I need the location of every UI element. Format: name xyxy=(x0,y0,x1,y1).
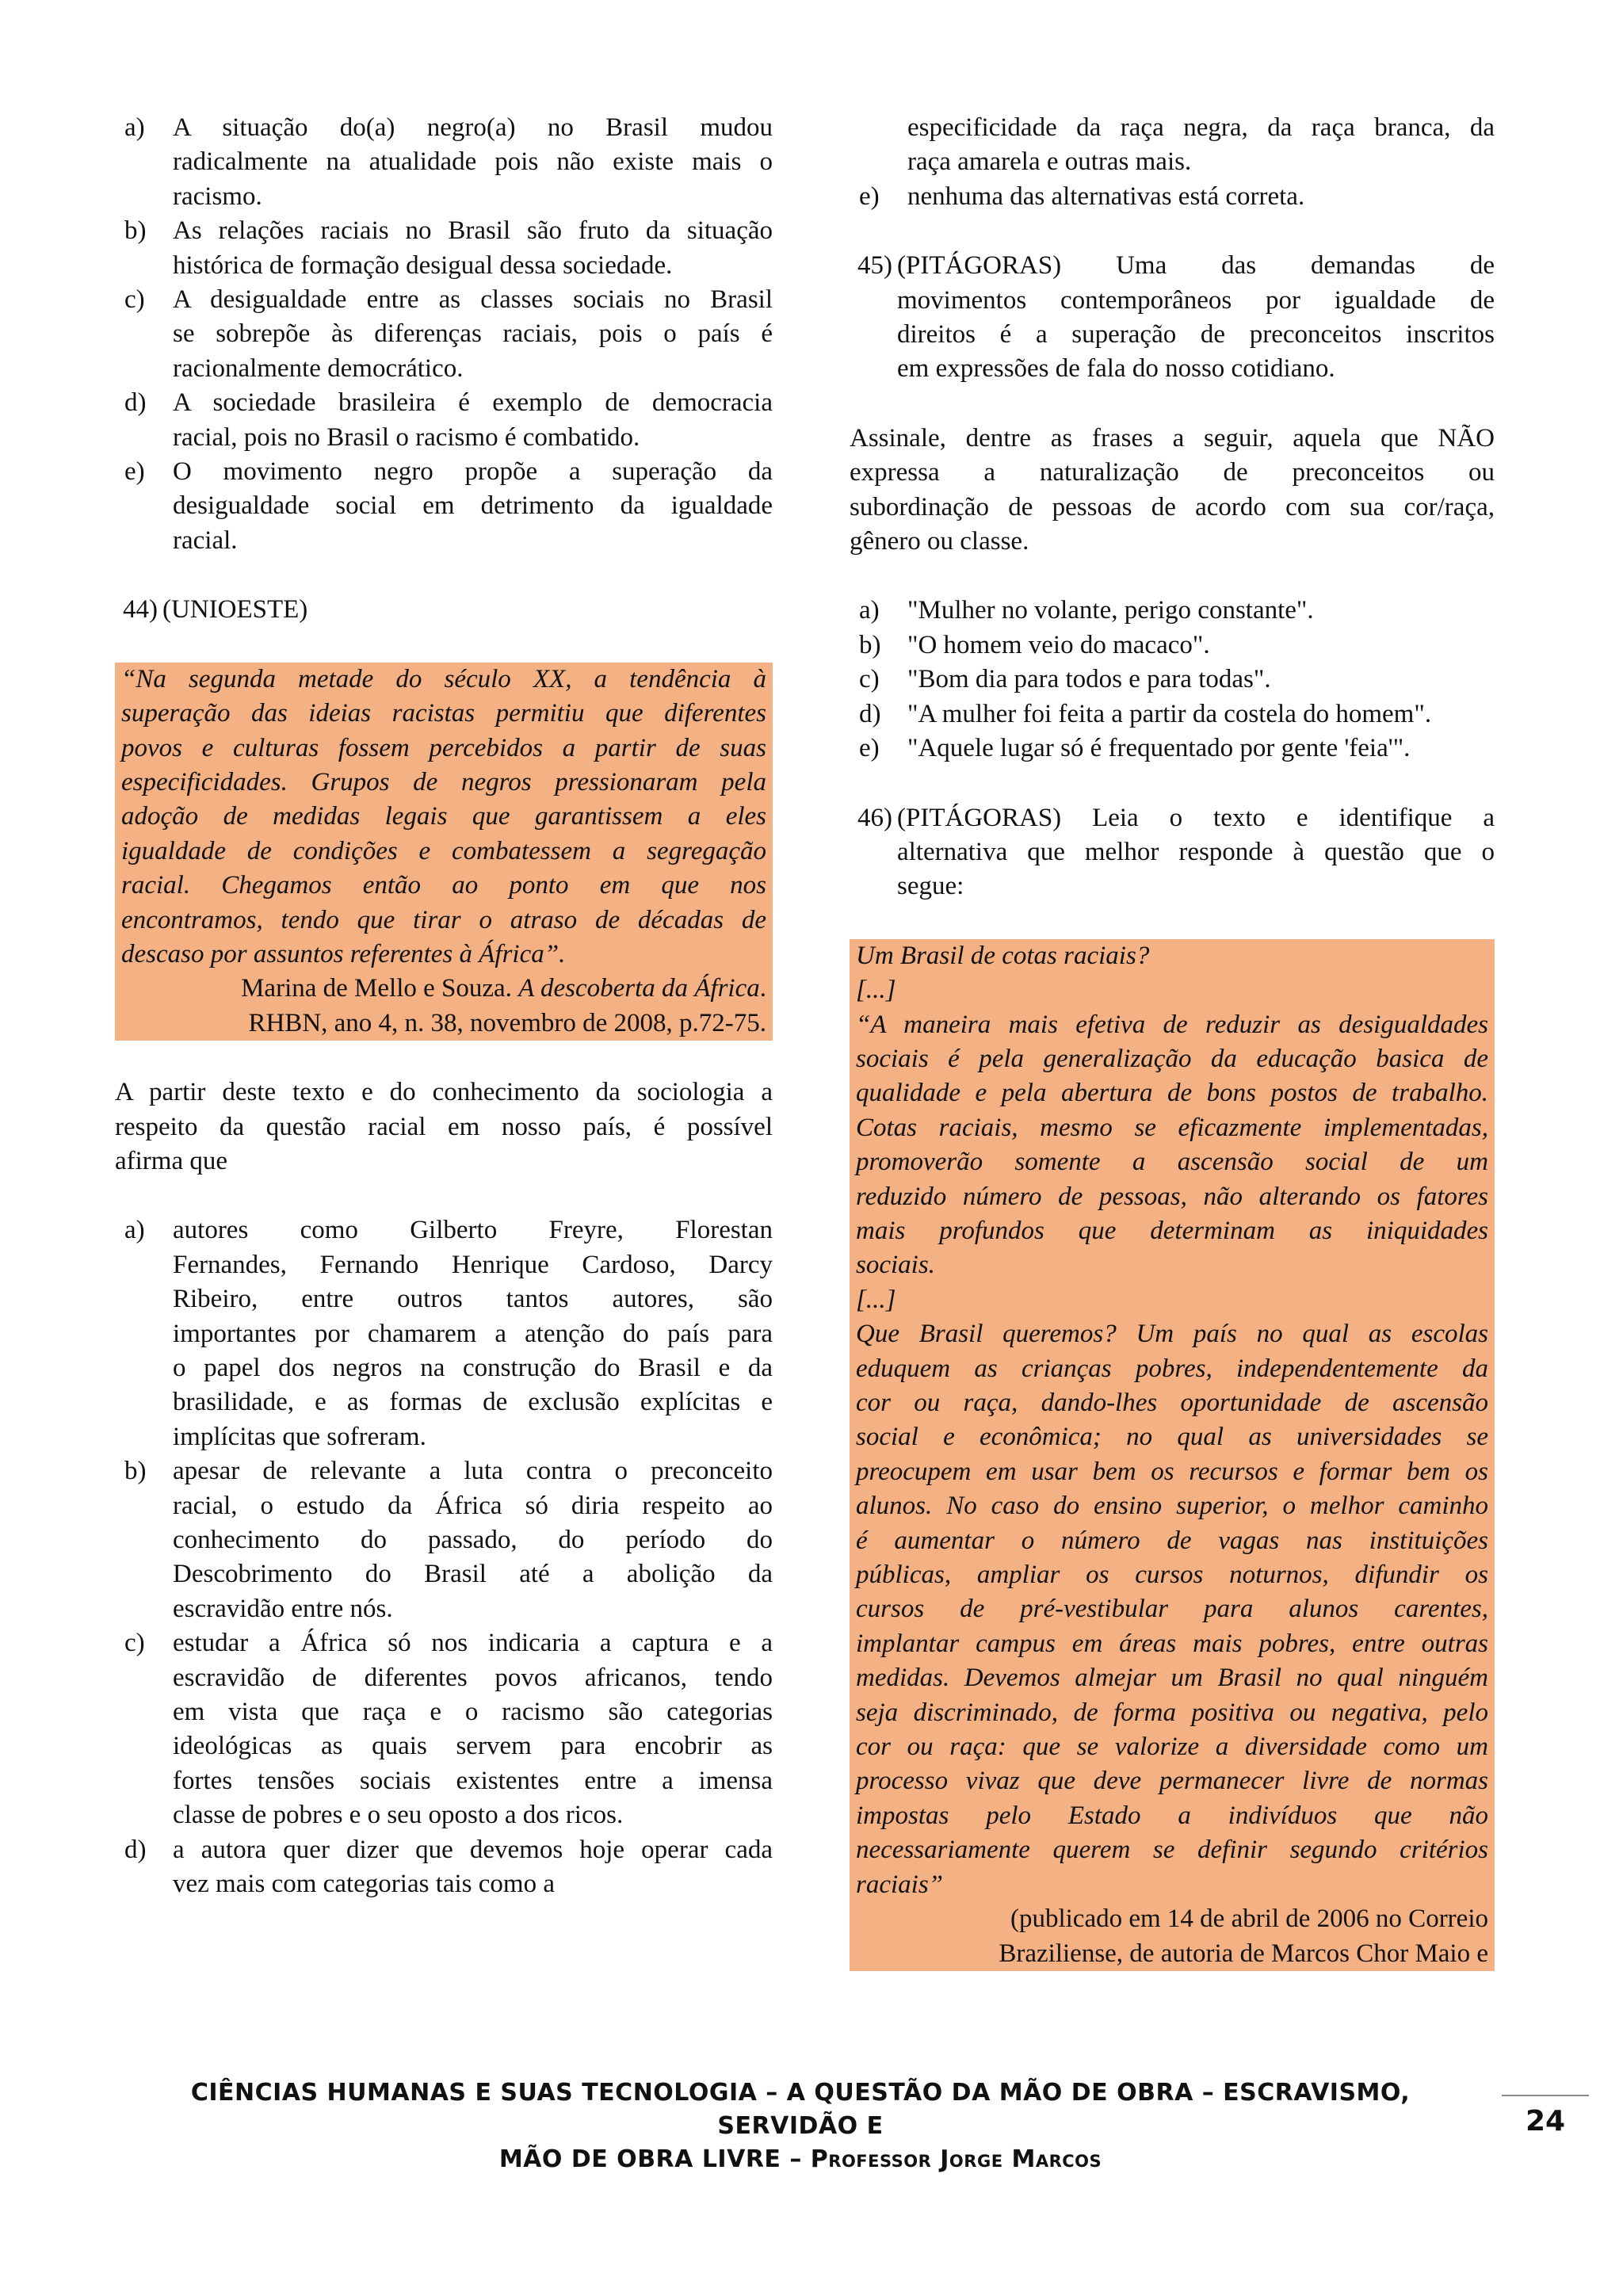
option-label: e) xyxy=(124,457,145,487)
article-box xyxy=(850,939,1495,1971)
question-46 xyxy=(850,801,1495,904)
citation-end: . xyxy=(759,974,766,1003)
option-line: A desigualdade entre as classes sociais no Brasil xyxy=(173,285,773,315)
option-text xyxy=(907,628,1495,663)
option-text xyxy=(173,1454,773,1626)
option-text xyxy=(173,1626,773,1832)
article-line: eduquem as crianças pobres, independentemente da xyxy=(856,1354,1488,1383)
statement-line: em expressões de fala do nosso cotidiano. xyxy=(897,354,1335,384)
article-line: raciais” xyxy=(856,1870,944,1899)
option-line: radicalmente na atualidade pois não existe mais o xyxy=(173,147,773,177)
article-line: é aumentar o número de vagas nas instituições xyxy=(856,1526,1488,1555)
option-line: racial. xyxy=(173,525,238,555)
option-text xyxy=(907,697,1495,732)
continued-option-d xyxy=(850,111,1495,180)
option-text xyxy=(907,732,1495,766)
option-line: escravidão de diferentes povos africanos, tendo xyxy=(173,1663,773,1692)
option-line: Descobrimento do Brasil até a abolição da xyxy=(173,1560,773,1589)
option-item xyxy=(850,594,1495,628)
option-line: "A mulher foi feita a partir da costela do homem". xyxy=(907,699,1432,728)
option-label: c) xyxy=(859,665,880,694)
quote-line: especificidades. Grupos de negros pressionaram pela xyxy=(121,767,766,797)
option-line: ideológicas as quais servem para encobrir as xyxy=(173,1732,773,1761)
option-label: a) xyxy=(124,1216,145,1245)
footer-line-1: CIÊNCIAS HUMANAS E SUAS TECNOLOGIA – A QUESTÃO DA MÃO DE OBRA – ESCRAVISMO, SERVIDÃO E xyxy=(190,2079,1411,2140)
footer-divider xyxy=(1502,2095,1589,2096)
option-text xyxy=(907,663,1495,697)
option-label: b) xyxy=(859,630,881,659)
question-44-header xyxy=(115,593,773,627)
option-line: "Bom dia para todos e para todas". xyxy=(907,665,1271,694)
article-line: públicas, ampliar os cursos noturnos, difundir os xyxy=(856,1561,1488,1590)
option-label: b) xyxy=(124,216,147,246)
option-line: implícitas que sofreram. xyxy=(173,1422,426,1451)
article-line: seja discriminado, de forma positiva ou negativa, pelo xyxy=(856,1698,1488,1727)
quote-citation-line2: RHBN, ano 4, n. 38, novembro de 2008, p.72-75. xyxy=(248,1008,766,1037)
prompt-line: gênero ou classe. xyxy=(850,527,1029,556)
option-line: "Aquele lugar só é frequentado por gente 'feia'". xyxy=(907,734,1411,763)
article-line: cursos de pré-vestibular para alunos carentes, xyxy=(856,1595,1488,1624)
article-line: promoverão somente a ascensão social de um xyxy=(856,1148,1488,1177)
article-line: [...] xyxy=(856,976,896,1005)
question-number: 45) xyxy=(857,251,892,281)
option-text xyxy=(173,455,773,558)
option-line: Fernandes, Fernando Henrique Cardoso, Darcy xyxy=(173,1250,773,1279)
option-line: importantes por chamarem a atenção do país para xyxy=(173,1319,773,1348)
article-line: reduzido número de pessoas, não alterando os fatores xyxy=(856,1182,1488,1211)
option-line: em vista que raça e o racismo são categorias xyxy=(173,1698,773,1727)
option-item xyxy=(115,386,773,455)
option-line: "Mulher no volante, perigo constante". xyxy=(907,596,1314,625)
prompt-line: expressa a naturalização de preconceitos ou xyxy=(850,458,1495,487)
article-line: social e econômica; no qual as universidades se xyxy=(856,1423,1488,1452)
previous-question-options xyxy=(115,111,773,558)
option-line: o papel dos negros na construção do Brasil e da xyxy=(173,1354,773,1382)
quote-citation xyxy=(121,972,766,1006)
option-line: escravidão entre nós. xyxy=(173,1594,393,1623)
question-44-prompt xyxy=(115,1075,773,1179)
option-label: d) xyxy=(124,388,147,418)
option-item xyxy=(115,1454,773,1626)
option-text xyxy=(173,283,773,386)
option-label: a) xyxy=(859,596,880,625)
option-text xyxy=(173,1833,773,1902)
prompt-line: A partir deste texto e do conhecimento da sociologia a xyxy=(115,1078,773,1107)
option-item xyxy=(115,111,773,214)
question-44-option-e xyxy=(850,180,1495,214)
option-item xyxy=(115,1213,773,1454)
option-label: d) xyxy=(124,1835,147,1864)
quote-text xyxy=(121,663,766,972)
page-number: 24 xyxy=(1525,2105,1566,2137)
option-label: a) xyxy=(124,113,145,142)
article-line: [...] xyxy=(856,1285,896,1314)
option-line: Ribeiro, entre outros tantos autores, são xyxy=(173,1285,773,1314)
article-source-line: (publicado em 14 de abril de 2006 no Correio xyxy=(1010,1904,1488,1934)
statement-line: (PITÁGORAS) Uma das demandas de xyxy=(897,251,1495,281)
question-number: 46) xyxy=(857,803,892,832)
option-line: apesar de relevante a luta contra o preconceito xyxy=(173,1457,773,1486)
option-label: b) xyxy=(124,1457,147,1486)
article-line: processo vivaz que deve permanecer livre de normas xyxy=(856,1767,1488,1796)
statement-line: direitos é a superação de preconceitos inscritos xyxy=(897,320,1495,350)
footer-author: Professor Jorge Marcos xyxy=(810,2145,1102,2173)
quote-line: descaso por assuntos referentes à África”. xyxy=(121,939,566,968)
left-column xyxy=(115,111,773,1902)
option-line: autores como Gilberto Freyre, Florestan xyxy=(173,1216,773,1245)
option-text xyxy=(907,594,1495,628)
citation-author: Marina de Mello e Souza. xyxy=(241,974,519,1003)
statement-line: alternativa que melhor responde à questão que o xyxy=(897,837,1495,866)
article-line: cor ou raça, dando-lhes oportunidade de ascensão xyxy=(856,1389,1488,1417)
option-line: conhecimento do passado, do período do xyxy=(173,1526,773,1555)
option-line: As relações raciais no Brasil são fruto da situação xyxy=(173,216,773,246)
question-source: (UNIOESTE) xyxy=(162,595,308,625)
footer-line-2 xyxy=(119,2143,1482,2176)
article-line: qualidade e pela abertura de bons postos de trabalho. xyxy=(856,1079,1488,1108)
question-45-statement xyxy=(897,249,1495,387)
prompt-line: afirma que xyxy=(115,1146,228,1175)
quote-line: adoção de medidas legais que garantissem a eles xyxy=(121,802,766,831)
page-footer xyxy=(119,2076,1482,2176)
footer-course: MÃO DE OBRA LIVRE – xyxy=(498,2145,811,2173)
option-item xyxy=(850,697,1495,732)
article-line: impostas pelo Estado a indivíduos que não xyxy=(856,1801,1488,1830)
quote-line: igualdade de condições e combatessem a segregação xyxy=(121,836,766,865)
quote-line: racial. Chegamos então ao ponto em que nos xyxy=(121,871,766,900)
option-item xyxy=(115,214,773,283)
option-line: racial, o estudo da África só diria respeito ao xyxy=(173,1491,773,1520)
question-45 xyxy=(850,249,1495,387)
option-line: A situação do(a) negro(a) no Brasil mudou xyxy=(173,113,773,142)
article-line: “A maneira mais efetiva de reduzir as desigualdades xyxy=(856,1010,1488,1039)
prompt-line: respeito da questão racial em nosso país, é possível xyxy=(115,1112,773,1141)
quote-line: povos e culturas fossem percebidos a partir de suas xyxy=(121,733,766,762)
option-line: "O homem veio do macaco". xyxy=(907,630,1210,659)
option-item xyxy=(115,1833,773,1902)
question-45-prompt xyxy=(850,422,1495,560)
quote-box xyxy=(115,663,773,1041)
quote-line: superação das ideias racistas permitiu que diferentes xyxy=(121,699,766,728)
option-label: d) xyxy=(859,699,881,728)
article-source-line: Braziliense, de autoria de Marcos Chor Maio e xyxy=(999,1939,1488,1968)
article-line: cor ou raça: que se valorize a diversidade como um xyxy=(856,1733,1488,1762)
statement-line: segue: xyxy=(897,872,964,901)
option-line: fortes tensões sociais existentes entre a imensa xyxy=(173,1766,773,1795)
article-line: sociais. xyxy=(856,1251,935,1280)
option-label: c) xyxy=(124,1629,145,1658)
option-label: c) xyxy=(124,285,145,315)
option-line: racismo. xyxy=(173,181,262,211)
option-text xyxy=(173,1213,773,1454)
option-line: O movimento negro propõe a superação da xyxy=(173,457,773,487)
article-text xyxy=(856,939,1488,1902)
question-46-statement xyxy=(897,801,1495,904)
option-item xyxy=(115,455,773,558)
prompt-line: Assinale, dentre as frases a seguir, aquela que NÃO xyxy=(850,423,1495,453)
option-line: racionalmente democrático. xyxy=(173,353,464,383)
prompt-line: subordinação de pessoas de acordo com sua cor/raça, xyxy=(850,492,1495,521)
article-line: mais profundos que determinam as iniquidades xyxy=(856,1216,1488,1245)
quote-line: encontramos, tendo que tirar o atraso de décadas de xyxy=(121,905,766,934)
option-text: nenhuma das alternativas está correta. xyxy=(907,181,1305,211)
option-label: e) xyxy=(859,181,880,211)
article-line: necessariamente querem se definir segundo critérios xyxy=(856,1836,1488,1865)
article-line: implantar campus em áreas mais pobres, entre outras xyxy=(856,1629,1488,1658)
option-line: racial, pois no Brasil o racismo é combatido. xyxy=(173,422,640,452)
statement-line: (PITÁGORAS) Leia o texto e identifique a xyxy=(897,803,1495,832)
option-line: a autora quer dizer que devemos hoje operar cada xyxy=(173,1835,773,1864)
statement-line: movimentos contemporâneos por igualdade de xyxy=(897,285,1495,315)
option-line: se sobrepõe às diferenças raciais, pois o país é xyxy=(173,319,773,349)
article-line: Um Brasil de cotas raciais? xyxy=(856,941,1150,970)
article-line: alunos. No caso do ensino superior, o melhor caminho xyxy=(856,1492,1488,1521)
citation-title: A descoberta da África xyxy=(518,974,760,1003)
option-item xyxy=(850,732,1495,766)
right-column xyxy=(850,111,1495,1971)
option-text xyxy=(173,386,773,455)
option-item xyxy=(115,283,773,386)
option-text xyxy=(173,111,773,214)
option-line: estudar a África só nos indicaria a captura e a xyxy=(173,1629,773,1658)
option-label: e) xyxy=(859,734,880,763)
continued-line: raça amarela e outras mais. xyxy=(907,147,1192,177)
option-line: classe de pobres e o seu oposto a dos ricos. xyxy=(173,1801,624,1830)
option-line: vez mais com categorias tais como a xyxy=(173,1870,555,1899)
article-line: Cotas raciais, mesmo se eficazmente implementadas, xyxy=(856,1113,1488,1142)
option-line: A sociedade brasileira é exemplo de democracia xyxy=(173,388,773,418)
question-45-options xyxy=(850,594,1495,766)
option-line: desigualdade social em detrimento da igualdade xyxy=(173,491,773,521)
question-44-options xyxy=(115,1213,773,1901)
article-source xyxy=(856,1902,1488,1971)
article-line: preocupem em usar bem os recursos e formar bem os xyxy=(856,1457,1488,1486)
option-line: histórica de formação desigual dessa sociedade. xyxy=(173,250,673,280)
article-line: Que Brasil queremos? Um país no qual as escolas xyxy=(856,1320,1488,1349)
question-number: 44) xyxy=(123,595,158,625)
option-item xyxy=(850,663,1495,697)
article-line: medidas. Devemos almejar um Brasil no qual ninguém xyxy=(856,1664,1488,1693)
option-item xyxy=(850,628,1495,663)
continued-line: especificidade da raça negra, da raça branca, da xyxy=(907,113,1495,142)
option-item xyxy=(115,1626,773,1832)
option-line: brasilidade, e as formas de exclusão explícitas e xyxy=(173,1388,773,1417)
quote-line: “Na segunda metade do século XX, a tendência à xyxy=(121,664,766,693)
article-line: sociais é pela generalização da educação basica de xyxy=(856,1044,1488,1073)
option-text xyxy=(173,214,773,283)
